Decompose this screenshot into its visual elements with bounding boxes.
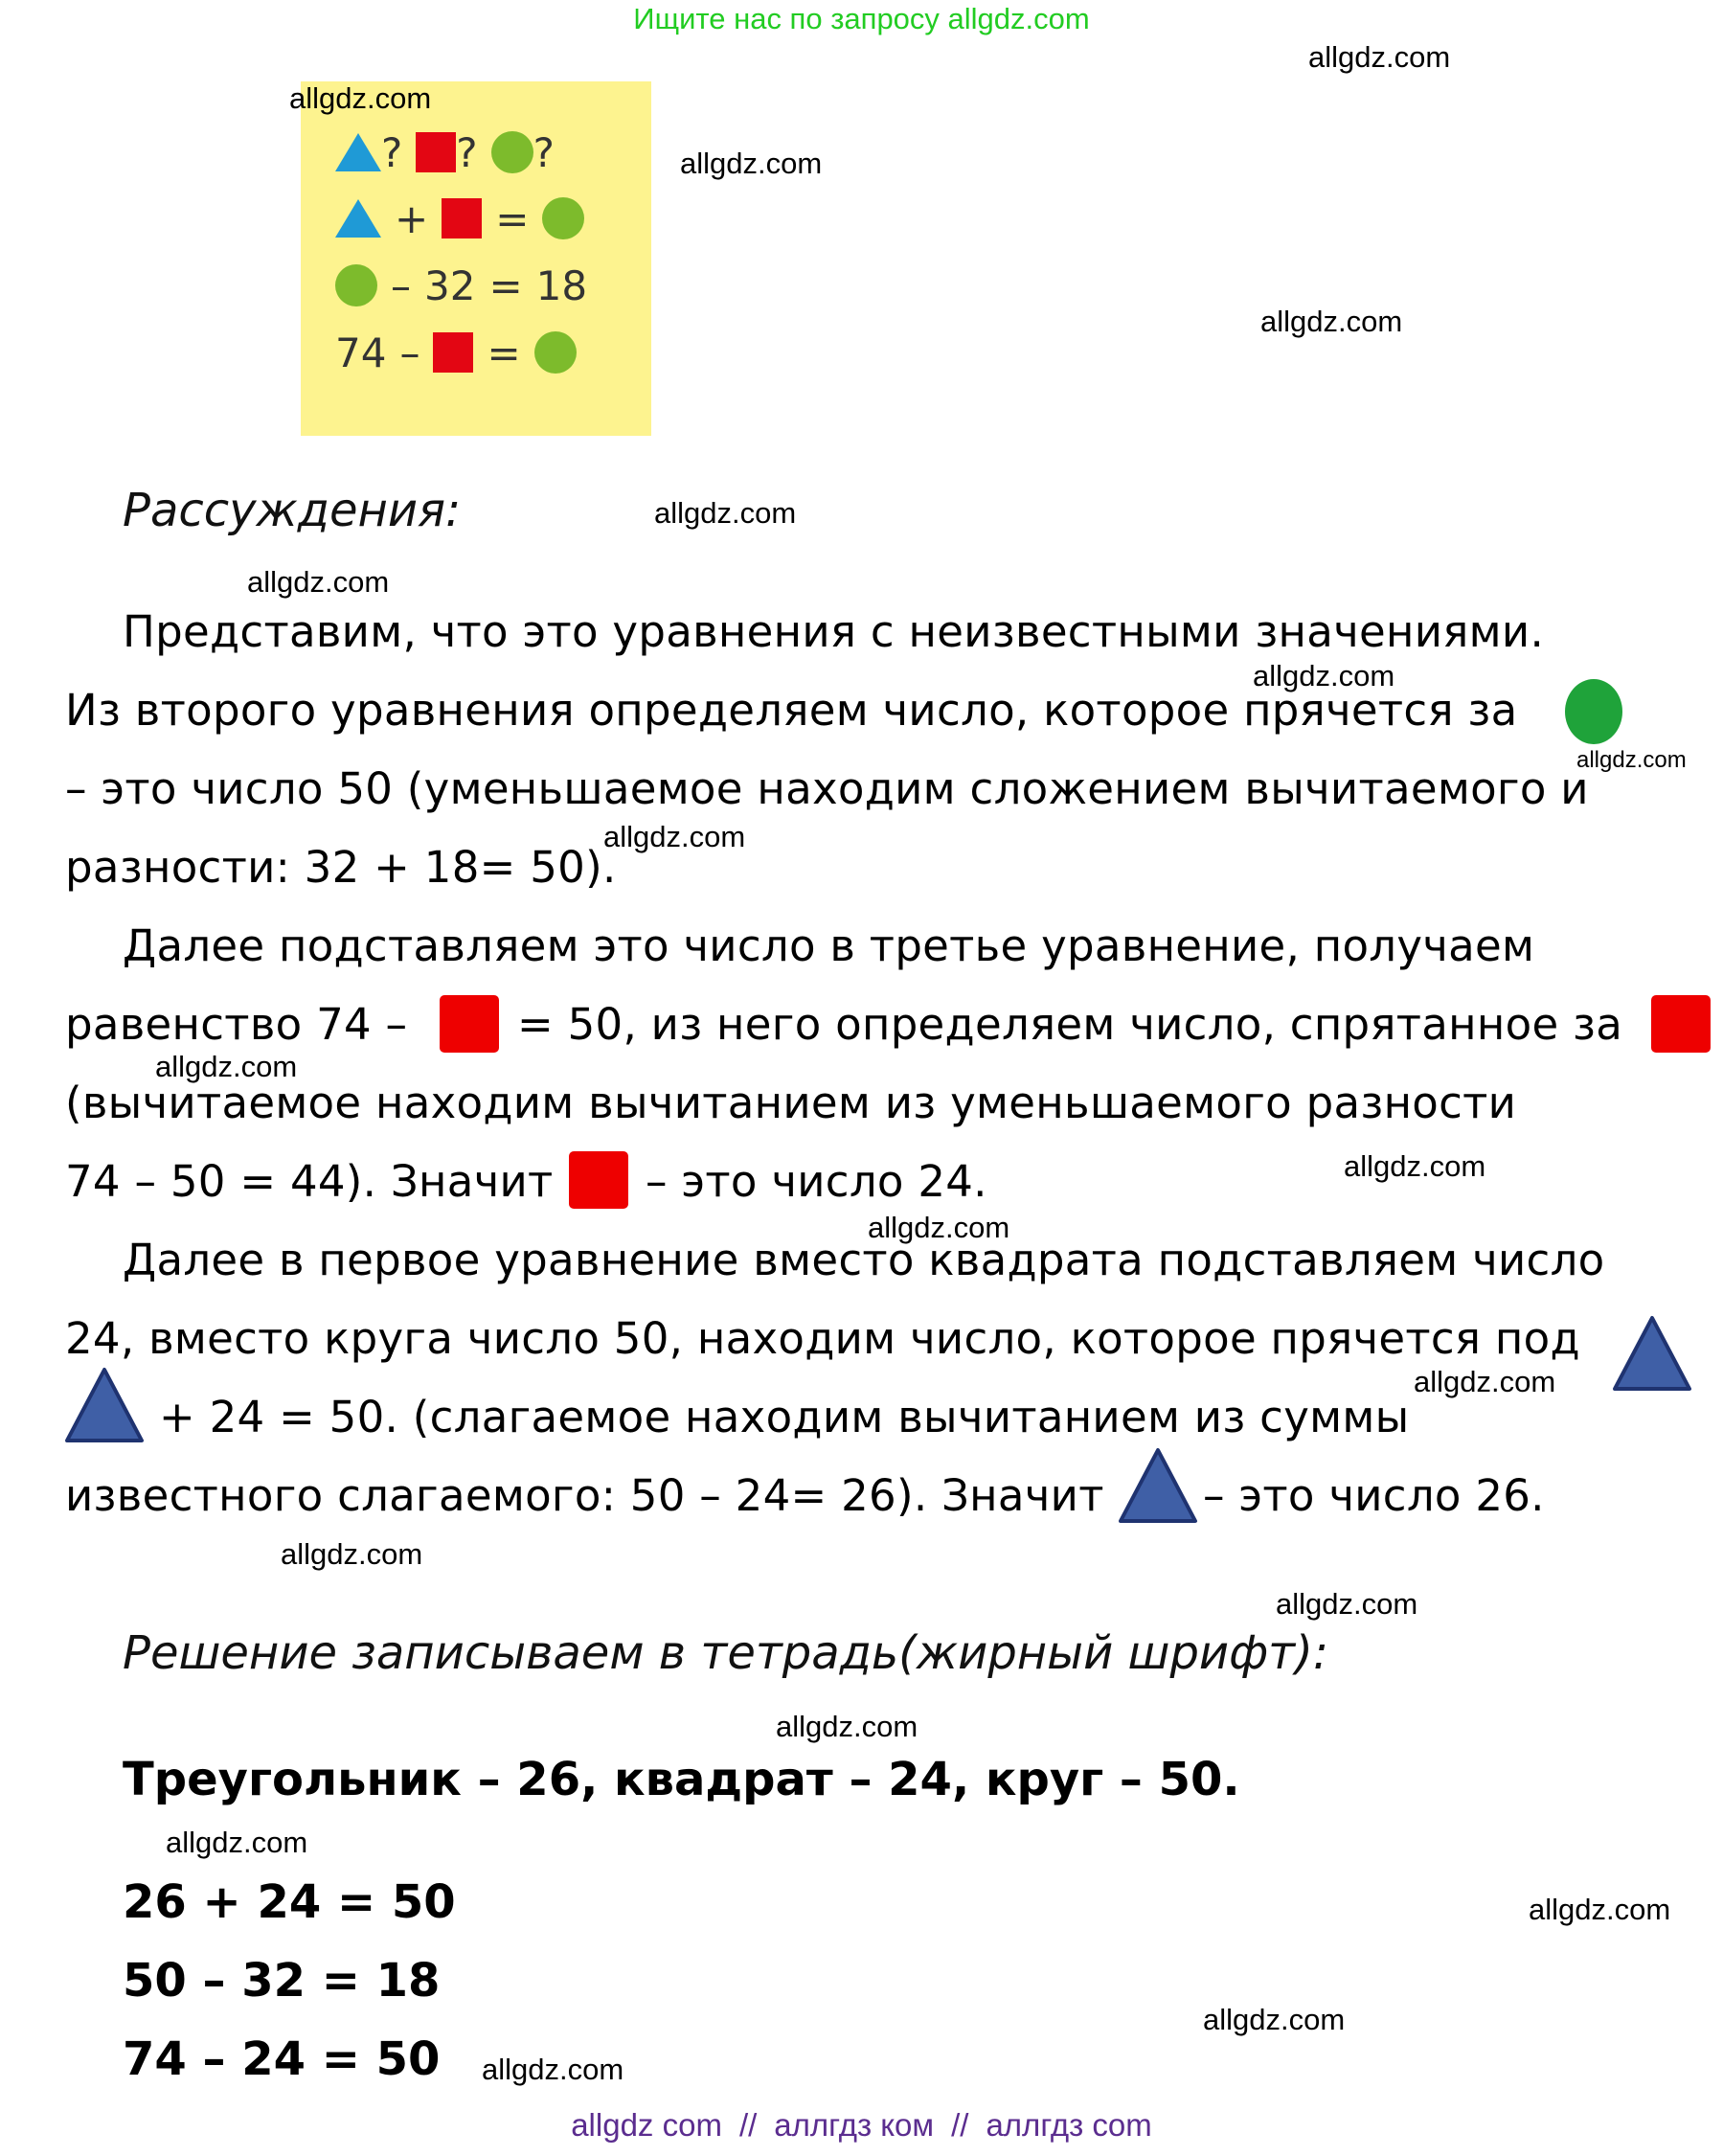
circle-icon <box>534 331 577 374</box>
blue-triangle-icon <box>1611 1314 1693 1393</box>
watermark: allgdz.com <box>1414 1365 1556 1398</box>
text-line: разности: 32 + 18= 50). <box>65 842 617 893</box>
watermark: allgdz.com <box>155 1050 298 1083</box>
text-line: – это число 50 (уменьшаемое находим сложением вычитаемого и <box>65 763 1589 814</box>
green-circle-icon <box>1565 679 1622 744</box>
triangle-icon <box>335 199 381 238</box>
text-line: = 50, из него определяем число, спрятанное за <box>517 999 1623 1050</box>
card-row-3: – 32 = 18 <box>335 257 587 314</box>
footer-separator: // <box>951 2107 969 2143</box>
text-line: известного слагаемого: 50 – 24= 26). Значит <box>65 1470 1104 1521</box>
watermark: allgdz.com <box>1576 747 1687 773</box>
footer-link[interactable]: аллгдз com <box>986 2107 1152 2143</box>
text-line: Далее подставляем это число в третье уравнение, получаем <box>123 920 1535 971</box>
watermark: allgdz.com <box>603 820 746 853</box>
watermark: allgdz.com <box>1203 2003 1346 2036</box>
watermark: allgdz.com <box>776 1710 918 1743</box>
watermark: allgdz.com <box>1253 659 1395 692</box>
text-line: + 24 = 50. (слагаемое находим вычитанием из суммы <box>159 1392 1410 1442</box>
circle-icon <box>491 131 533 173</box>
red-square-icon <box>1651 995 1711 1053</box>
watermark: allgdz.com <box>482 2053 624 2086</box>
circle-icon <box>542 197 584 239</box>
watermark: allgdz.com <box>1276 1587 1418 1621</box>
reasoning-heading: Рассуждения: <box>123 484 462 537</box>
solution-heading: Решение записываем в тетрадь(жирный шрифт): <box>123 1626 1329 1680</box>
red-square-icon <box>440 995 499 1053</box>
text-line: Из второго уравнения определяем число, которое прячется за <box>65 685 1518 736</box>
watermark: allgdz.com <box>281 1537 423 1571</box>
blue-triangle-icon <box>63 1366 146 1444</box>
text-line: равенство 74 – <box>65 999 408 1050</box>
text-line: Представим, что это уравнения с неизвестными значениями. <box>123 606 1545 657</box>
watermark: allgdz.com <box>166 1826 308 1859</box>
watermark: allgdz.com <box>868 1211 1010 1244</box>
square-icon <box>433 332 473 373</box>
text-line: – это число 24. <box>646 1156 987 1207</box>
text-line: (вычитаемое находим вычитанием из уменьшаемого разности <box>65 1078 1517 1128</box>
text-line: Далее в первое уравнение вместо квадрата подставляем число <box>123 1235 1605 1285</box>
square-icon <box>442 198 482 238</box>
solution-equation: 74 – 24 = 50 <box>123 2032 441 2086</box>
circle-icon <box>335 264 377 306</box>
watermark: allgdz.com <box>654 496 797 530</box>
watermark: allgdz.com <box>1529 1893 1671 1926</box>
card-row-2: + = <box>335 190 584 247</box>
footer-link[interactable]: allgdz com <box>571 2107 722 2143</box>
top-banner: Ищите нас по запросу allgdz.com <box>633 2 1090 35</box>
footer-links <box>0 2107 1723 2144</box>
footer-link[interactable]: аллгдз ком <box>774 2107 935 2143</box>
solution-answer: Треугольник – 26, квадрат – 24, круг – 50. <box>123 1753 1240 1806</box>
watermark: allgdz.com <box>247 565 390 599</box>
solution-equation: 26 + 24 = 50 <box>123 1875 456 1929</box>
solution-equation: 50 – 32 = 18 <box>123 1954 441 2008</box>
text-line: – это число 26. <box>1203 1470 1545 1521</box>
watermark: allgdz.com <box>1344 1149 1486 1183</box>
triangle-icon <box>335 133 381 171</box>
card-row-1: ? ? ? <box>335 124 555 181</box>
watermark: allgdz.com <box>1260 305 1403 338</box>
footer-separator: // <box>738 2107 758 2143</box>
square-icon <box>416 132 456 172</box>
watermark: allgdz.com <box>680 147 823 180</box>
red-square-icon <box>569 1151 628 1209</box>
text-line: 74 – 50 = 44). Значит <box>65 1156 554 1207</box>
watermark: allgdz.com <box>1308 40 1451 74</box>
blue-triangle-icon <box>1117 1446 1199 1525</box>
watermark: allgdz.com <box>289 81 432 115</box>
task-card <box>289 81 651 436</box>
text-line: 24, вместо круга число 50, находим число, которое прячется под <box>65 1313 1580 1364</box>
card-row-4: 74 – = <box>335 324 577 381</box>
